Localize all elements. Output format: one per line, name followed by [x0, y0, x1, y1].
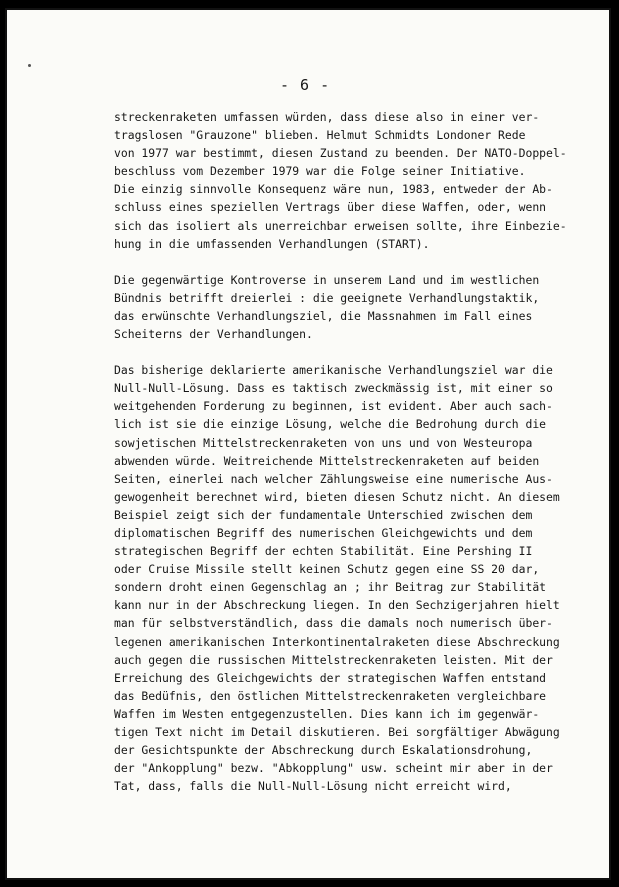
scan-speck — [28, 64, 31, 67]
paragraph — [114, 361, 584, 795]
body-text — [114, 108, 584, 813]
paragraph — [114, 271, 584, 343]
text-line: Tat, dass, falls die Null-Null-Lösung nicht erreicht wird, — [114, 779, 512, 794]
page-number: - 6 - — [280, 76, 331, 94]
text-line: diplomatischen Begriff des numerischen Gleichgewichts und dem — [114, 525, 533, 540]
text-line: strategischen Begriff der echten Stabilität. Eine Pershing II — [114, 544, 533, 559]
text-line: lich ist sie die einzige Lösung, welche die Bedrohung durch die — [114, 417, 547, 432]
text-line: beschluss vom Dezember 1979 war die Folge seiner Initiative. — [114, 164, 526, 179]
text-line: sich das isoliert als unerreichbar erweisen sollte, ihre Einbezie- — [114, 218, 567, 233]
paragraph — [114, 108, 584, 253]
text-line: weitgehenden Forderung zu beginnen, ist evident. Aber auch sach- — [114, 399, 553, 414]
text-line: Waffen im Westen entgegenzustellen. Dies kann ich im gegenwär- — [114, 706, 540, 721]
text-line: Null-Null-Lösung. Dass es taktisch zweckmässig ist, mit einer so — [114, 381, 553, 396]
text-line: gewogenheit berechnet wird, bieten diesen Schutz nicht. An diesem — [114, 489, 560, 504]
text-line: Das bisherige deklarierte amerikanische Verhandlungsziel war die — [114, 363, 553, 378]
text-line: oder Cruise Missile stellt keinen Schutz gegen eine SS 20 dar, — [114, 562, 540, 577]
text-line: tragslosen "Grauzone" blieben. Helmut Schmidts Londoner Rede — [114, 128, 526, 143]
text-line: legenen amerikanischen Interkontinentalraketen diese Abschreckung — [114, 634, 560, 649]
document-page — [5, 8, 611, 880]
text-line: tigen Text nicht im Detail diskutieren. Bei sorgfältiger Abwägung — [114, 725, 560, 739]
text-line: auch gegen die russischen Mittelstreckenraketen leisten. Mit der — [114, 652, 553, 667]
text-line: hung in die umfassenden Verhandlungen (START). — [114, 236, 430, 251]
text-line: kann nur in der Abschreckung liegen. In den Sechzigerjahren hielt — [114, 598, 560, 613]
text-line: von 1977 war bestimmt, diesen Zustand zu beenden. Der NATO-Doppel- — [114, 146, 567, 161]
text-line: streckenraketen umfassen würden, dass diese also in einer ver- — [114, 110, 540, 124]
text-line: Die einzig sinnvolle Konsequenz wäre nun, 1983, entweder der Ab- — [114, 182, 553, 197]
text-line: Erreichung des Gleichgewichts der strategischen Waffen entstand — [114, 670, 547, 685]
text-line: man für selbstverständlich, dass die damals noch numerisch über- — [114, 616, 553, 631]
text-line: abwenden würde. Weitreichende Mittelstreckenraketen auf beiden — [114, 453, 540, 468]
text-line: Seiten, einerlei nach welcher Zählungsweise eine numerische Aus- — [114, 471, 553, 486]
text-line: Die gegenwärtige Kontroverse in unserem Land und im westlichen — [114, 272, 540, 287]
text-line: das Bedüfnis, den östlichen Mittelstreckenraketen vergleichbare — [114, 688, 547, 703]
text-line: das erwünschte Verhandlungsziel, die Massnahmen im Fall eines — [114, 308, 533, 323]
text-line: Beispiel zeigt sich der fundamentale Unterschied zwischen dem — [114, 507, 533, 522]
text-line: sondern droht einen Gegenschlag an ; ihr Beitrag zur Stabilität — [114, 580, 547, 595]
text-line: Bündnis betrifft dreierlei : die geeignete Verhandlungstaktik, — [114, 290, 540, 305]
text-line: der "Ankopplung" bezw. "Abkopplung" usw. scheint mir aber in der — [114, 761, 553, 776]
text-line: der Gesichtspunkte der Abschreckung durch Eskalationsdrohung, — [114, 743, 533, 758]
text-line: schluss eines speziellen Vertrags über diese Waffen, oder, wenn — [114, 200, 547, 215]
text-line: Scheiterns der Verhandlungen. — [114, 327, 313, 342]
text-line: sowjetischen Mittelstreckenraketen von uns und von Westeuropa — [114, 435, 533, 450]
